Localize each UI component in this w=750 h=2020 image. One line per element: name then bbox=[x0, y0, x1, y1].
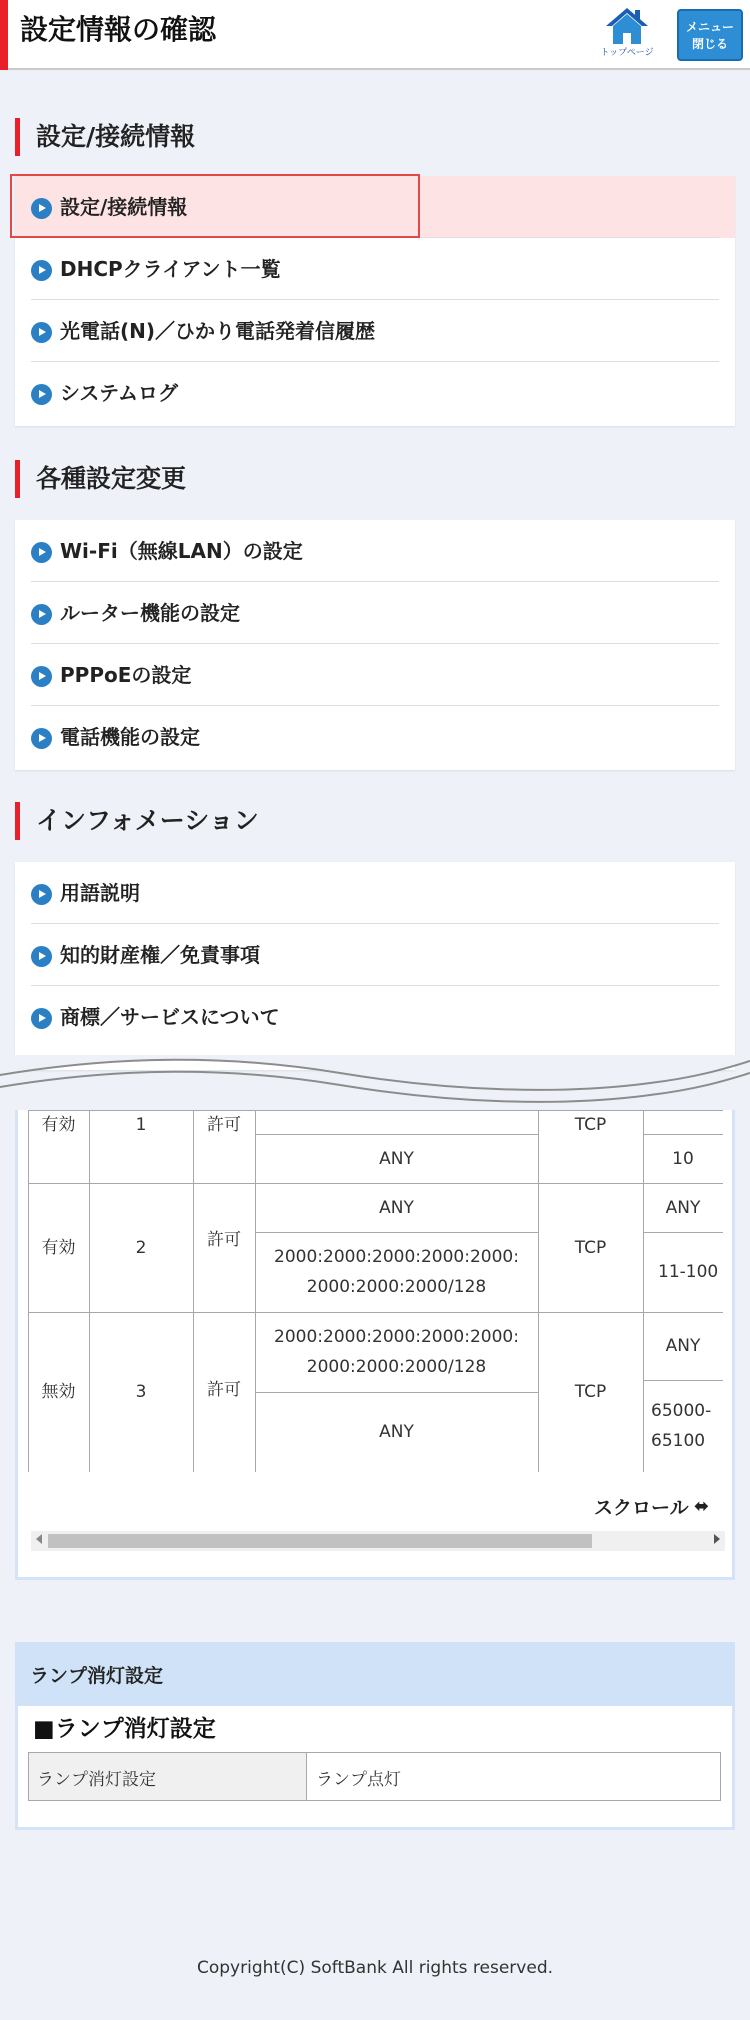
arrow-circle-icon bbox=[31, 260, 52, 281]
table-cell-state: 有効 bbox=[41, 1115, 76, 1135]
table-cell-number: 1 bbox=[135, 1115, 147, 1135]
menu-item-system-log[interactable]: システムログ bbox=[15, 362, 735, 424]
lamp-setting-row bbox=[28, 1752, 721, 1801]
home-label: トップページ bbox=[600, 48, 654, 58]
menu-card-info bbox=[15, 862, 735, 1070]
table-cell-address: 2000:2000:2000:2000:2000: 2000:2000:2000/128 bbox=[274, 1247, 519, 1297]
home-icon bbox=[604, 6, 650, 46]
lamp-setting-value: ランプ点灯 bbox=[316, 1770, 401, 1790]
lamp-setting-key: ランプ消灯設定 bbox=[29, 1753, 307, 1800]
table-cell-number: 2 bbox=[135, 1237, 147, 1258]
table-cell-port: 10 bbox=[672, 1148, 694, 1169]
arrow-circle-icon bbox=[31, 322, 52, 343]
scroll-right-arrow-icon[interactable] bbox=[714, 1534, 720, 1544]
table-cell-address: ANY bbox=[379, 1197, 414, 1218]
selected-item-outline bbox=[10, 174, 420, 238]
table-cell-port: 65000- 65100 bbox=[651, 1401, 712, 1451]
arrow-circle-icon bbox=[31, 1008, 52, 1029]
page-title: 設定情報の確認 bbox=[20, 13, 217, 46]
table-cell-state: 無効 bbox=[41, 1382, 76, 1402]
menu-item-wifi-settings[interactable]: Wi-Fi（無線LAN）の設定 bbox=[15, 520, 735, 582]
arrow-circle-icon bbox=[31, 384, 52, 405]
arrow-circle-icon bbox=[31, 666, 52, 687]
wave-divider bbox=[0, 1055, 750, 1125]
menu-item-dhcp-clients[interactable]: DHCPクライアント一覧 bbox=[15, 238, 735, 300]
arrow-circle-icon bbox=[31, 604, 52, 625]
table-cell-action: 許可 bbox=[207, 1115, 241, 1135]
table-cell-port: ANY bbox=[665, 1197, 701, 1218]
menu-item-pppoe-settings[interactable]: PPPoEの設定 bbox=[15, 644, 735, 706]
menu-close-button[interactable] bbox=[677, 9, 743, 61]
lamp-section-heading: ■ランプ消灯設定 bbox=[33, 1716, 216, 1742]
table-cell-address: ANY bbox=[379, 1148, 414, 1169]
menu-item-phone-settings[interactable]: 電話機能の設定 bbox=[15, 706, 735, 768]
lamp-settings-panel bbox=[15, 1642, 735, 1830]
scroll-left-arrow-icon[interactable] bbox=[36, 1534, 42, 1544]
arrow-circle-icon bbox=[31, 946, 52, 967]
copyright-text: Copyright(C) SoftBank All rights reserved. bbox=[196, 1958, 554, 1978]
table-cell-address: 2000:2000:2000:2000:2000: 2000:2000:2000/128 bbox=[274, 1327, 519, 1377]
left-right-arrow-icon: ⬌ bbox=[694, 1496, 710, 1517]
arrow-circle-icon bbox=[31, 728, 52, 749]
table-cell-protocol: TCP bbox=[574, 1237, 607, 1258]
filter-table bbox=[28, 1110, 723, 1472]
menu-item-ip-disclaimer[interactable]: 知的財産権／免責事項 bbox=[15, 924, 735, 986]
section-heading-info: インフォメーション bbox=[15, 802, 715, 840]
section-heading-connection: 設定/接続情報 bbox=[15, 118, 715, 156]
menu-card-settings bbox=[15, 520, 735, 770]
table-cell-protocol: TCP bbox=[574, 1115, 607, 1135]
menu-item-trademark[interactable]: 商標／サービスについて bbox=[15, 986, 735, 1048]
home-button[interactable] bbox=[596, 6, 658, 66]
table-cell-port: ANY bbox=[665, 1336, 701, 1356]
lamp-panel-header bbox=[15, 1642, 735, 1706]
table-cell-number: 3 bbox=[135, 1382, 147, 1402]
table-cell-state: 有効 bbox=[41, 1237, 76, 1258]
table-cell-action: 許可 bbox=[207, 1380, 241, 1400]
table-cell-port: 11-100 bbox=[658, 1262, 719, 1282]
page-footer bbox=[0, 1858, 750, 2020]
page-header bbox=[0, 0, 750, 70]
menu-item-glossary[interactable]: 用語説明 bbox=[15, 862, 735, 924]
menu-item-router-settings[interactable]: ルーター機能の設定 bbox=[15, 582, 735, 644]
menu-label-line1: メニュー bbox=[685, 20, 734, 34]
horizontal-scrollbar[interactable] bbox=[31, 1531, 725, 1551]
section-heading-settings: 各種設定変更 bbox=[15, 460, 715, 498]
scrollbar-thumb[interactable] bbox=[48, 1534, 592, 1548]
table-cell-protocol: TCP bbox=[574, 1382, 607, 1402]
scroll-hint-label: スクロール bbox=[594, 1497, 689, 1519]
lamp-panel-title: ランプ消灯設定 bbox=[30, 1665, 164, 1687]
arrow-circle-icon bbox=[31, 542, 52, 563]
header-accent-bar bbox=[0, 0, 8, 70]
menu-item-call-history[interactable]: 光電話(N)／ひかり電話発着信履歴 bbox=[15, 300, 735, 362]
menu-label-line2: 閉じる bbox=[691, 37, 728, 51]
menu-item-connection-info[interactable]: 設定/接続情報 bbox=[15, 176, 735, 238]
arrow-circle-icon bbox=[31, 884, 52, 905]
filter-table-panel bbox=[15, 1110, 735, 1580]
table-cell-action: 許可 bbox=[207, 1230, 241, 1250]
table-cell-address: ANY bbox=[379, 1422, 414, 1442]
